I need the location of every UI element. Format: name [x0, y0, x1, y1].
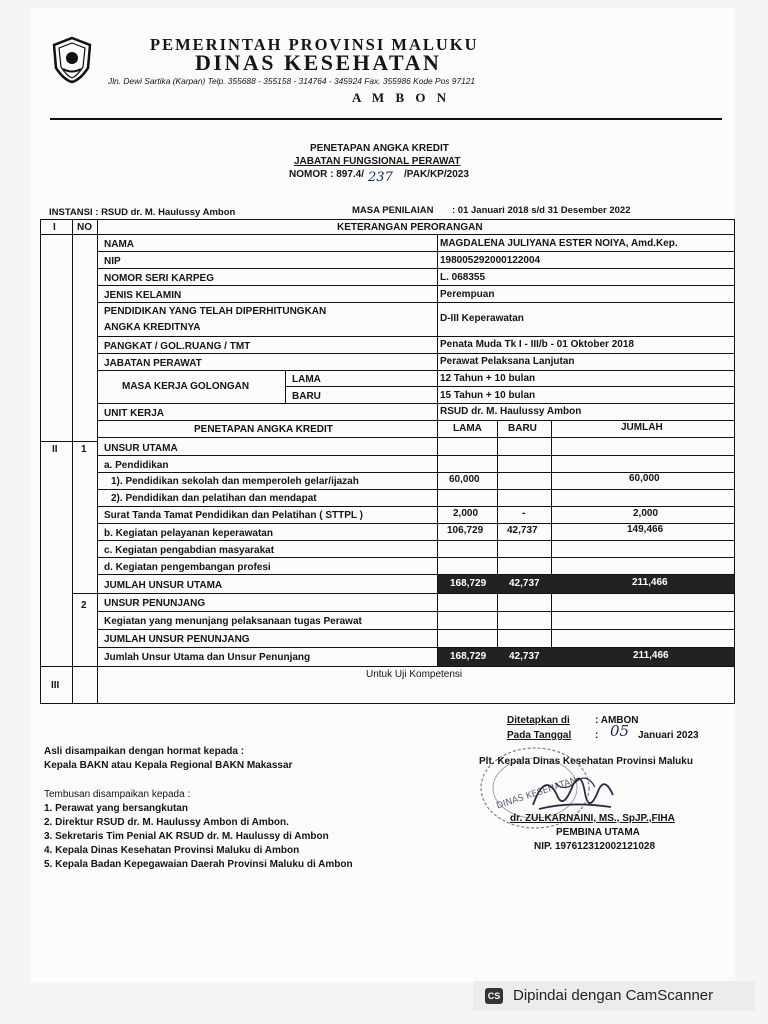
no-2: 2	[81, 600, 87, 611]
personal-value-nip: 198005292000122004	[440, 255, 541, 266]
pelayanan-baru: 42,737	[507, 525, 538, 536]
unit-kerja-label: UNIT KERJA	[104, 408, 165, 419]
pendidikan-label-line1: PENDIDIKAN YANG TELAH DIPERHITUNGKAN	[104, 306, 327, 317]
jabatan-label: JABATAN PERAWAT	[104, 358, 202, 369]
keterangan-header: KETERANGAN PERORANGAN	[337, 222, 483, 233]
header-city: A M B O N	[352, 90, 451, 105]
jumlah-utama-label: JUMLAH UNSUR UTAMA	[104, 580, 223, 591]
pendidikan-value: D-III Keperawatan	[440, 313, 524, 324]
pelayanan-lama: 106,729	[447, 525, 484, 536]
signatory-name: dr. ZULKARNAINI, MS., SpJP.,FIHA	[510, 813, 675, 824]
plt-kepala-dinas: Plt. Kepala Dinas Kesehatan Provinsi Maluku	[479, 756, 693, 767]
personal-value-nama: MAGDALENA JULIYANA ESTER NOIYA, Amd.Kep.	[440, 238, 678, 249]
pelayanan-label: b. Kegiatan pelayanan keperawatan	[104, 528, 273, 539]
pak-section-header: PENETAPAN ANGKA KREDIT	[194, 424, 333, 435]
col-lama-header: LAMA	[453, 423, 482, 434]
tembusan-item: 4. Kepala Dinas Kesehatan Provinsi Maluku di Ambon	[44, 845, 300, 856]
jumlah-utama-lama: 168,729	[450, 578, 487, 589]
header-line2: DINAS KESEHATAN	[195, 50, 442, 75]
jumlah-utama-baru: 42,737	[509, 578, 540, 589]
uji-kompetensi-note: Untuk Uji Kompetensi	[366, 669, 463, 680]
tanggal-rest: Januari 2023	[638, 730, 699, 741]
stamp-lettering: DINAS KESEHATAN	[495, 775, 579, 812]
jumlah-total-baru: 42,737	[509, 651, 540, 662]
personal-label-karpeg: NOMOR SERI KARPEG	[104, 273, 215, 284]
letterhead-rule	[50, 118, 722, 120]
asli-line2: Kepala BAKN atau Kepala Regional BAKN Makassar	[44, 760, 293, 771]
masa-kerja-baru-label: BARU	[292, 391, 321, 402]
personal-label-kelamin: JENIS KELAMIN	[104, 290, 182, 301]
pangkat-value: Penata Muda Tk I - III/b - 01 Oktober 2018	[440, 339, 634, 350]
tembusan-heading: Tembusan disampaikan kepada :	[44, 789, 191, 800]
signatory-nip: NIP. 197612312002121028	[534, 841, 656, 852]
tanggal-label: Pada Tanggal	[507, 730, 572, 741]
personal-value-kelamin: Perempuan	[440, 289, 495, 300]
provincial-emblem-icon	[50, 36, 94, 84]
roman-iii: III	[51, 680, 60, 691]
signatory-rank: PEMBINA UTAMA	[556, 827, 640, 838]
unsur-penunjang-label: UNSUR PENUNJANG	[104, 598, 206, 609]
tembusan-item: 1. Perawat yang bersangkutan	[44, 803, 188, 814]
tembusan-item: 5. Kepala Badan Kepegawaian Daerah Provinsi Maluku di Ambon	[44, 859, 353, 870]
header-line1: PEMERINTAH PROVINSI MALUKU	[150, 35, 479, 54]
masa-kerja-lama-label: LAMA	[292, 374, 321, 385]
unit-kerja-value: RSUD dr. M. Haulussy Ambon	[440, 406, 582, 417]
jabatan-value: Perawat Pelaksana Lanjutan	[440, 356, 575, 367]
asli-line1: Asli disampaikan dengan hormat kepada :	[44, 746, 245, 757]
pendidikan-sekolah-lama: 60,000	[449, 474, 480, 485]
tembusan-item: 2. Direktur RSUD dr. M. Haulussy Ambon di Ambon.	[44, 817, 289, 828]
personal-value-karpeg: L. 068355	[440, 272, 486, 283]
camscanner-watermark	[473, 981, 755, 1011]
jumlah-total-jumlah: 211,466	[633, 650, 669, 661]
masa-penilaian-value: : 01 Januari 2018 s/d 31 Desember 2022	[452, 205, 631, 216]
roman-ii: II	[52, 444, 58, 455]
col-no-header: NO	[77, 222, 92, 233]
nomor-prefix: NOMOR : 897.4/	[289, 169, 365, 180]
title-line1: PENETAPAN ANGKA KREDIT	[310, 143, 449, 154]
nomor-handwritten: 237	[368, 170, 393, 185]
title-nomor	[289, 169, 469, 185]
masa-kerja-lama-value: 12 Tahun + 10 bulan	[440, 373, 536, 384]
pengabdian-label: c. Kegiatan pengabdian masyarakat	[104, 545, 275, 556]
masa-kerja-baru-value: 15 Tahun + 10 bulan	[440, 390, 536, 401]
ditetapkan-label: Ditetapkan di	[507, 715, 570, 726]
col-jumlah-header: JUMLAH	[621, 422, 663, 433]
sttpl-lama: 2,000	[453, 508, 479, 519]
pendidikan-sekolah-jumlah: 60,000	[629, 473, 660, 484]
sttpl-baru: -	[522, 508, 526, 519]
camscanner-text: Dipindai dengan CamScanner	[513, 987, 714, 1004]
title-line2: JABATAN FUNGSIONAL PERAWAT	[294, 156, 461, 167]
nomor-suffix: /PAK/KP/2023	[404, 169, 469, 180]
jumlah-total-label: Jumlah Unsur Utama dan Unsur Penunjang	[104, 652, 311, 663]
jumlah-penunjang-label: JUMLAH UNSUR PENUNJANG	[104, 634, 250, 645]
pengembangan-label: d. Kegiatan pengembangan profesi	[104, 562, 271, 573]
pendidikan-a-label: a. Pendidikan	[104, 460, 169, 471]
jumlah-total-lama: 168,729	[450, 651, 487, 662]
tanggal-colon: :	[595, 730, 599, 741]
pendidikan-pelatihan-label: 2). Pendidikan dan pelatihan dan mendapat	[111, 493, 317, 504]
tembusan-item: 3. Sekretaris Tim Penial AK RSUD dr. M. Haulussy di Ambon	[44, 831, 329, 842]
instansi-label: INSTANSI : RSUD dr. M. Haulussy Ambon	[49, 207, 236, 218]
pendidikan-sekolah-label: 1). Pendidikan sekolah dan memperoleh gelar/ijazah	[111, 476, 359, 487]
masa-kerja-label: MASA KERJA GOLONGAN	[122, 381, 250, 392]
col-roman-header: I	[53, 222, 56, 233]
masa-penilaian-label: MASA PENILAIAN	[352, 205, 434, 216]
sttpl-label: Surat Tanda Tamat Pendidikan dan Pelatihan ( STTPL )	[104, 510, 363, 521]
tanggal-handwritten: 05	[610, 722, 630, 740]
no-1: 1	[81, 444, 87, 455]
personal-label-nama: NAMA	[104, 239, 134, 250]
kegiatan-penunjang-label: Kegiatan yang menunjang pelaksanaan tugas Perawat	[104, 616, 362, 627]
pangkat-label: PANGKAT / GOL.RUANG / TMT	[104, 341, 251, 352]
ditetapkan-value: : AMBON	[595, 715, 639, 726]
header-address: Jln. Dewi Sartika (Karpan) Telp. 355688 - 355158 - 314764 - 345924 Fax. 355986 Kode Pos 97121	[108, 76, 476, 86]
unsur-utama-label: UNSUR UTAMA	[104, 443, 178, 454]
personal-label-nip: NIP	[104, 256, 121, 267]
col-baru-header: BARU	[508, 423, 537, 434]
pendidikan-label-line2: ANGKA KREDITNYA	[104, 322, 201, 333]
camscanner-logo-icon: CS	[485, 988, 503, 1004]
sttpl-jumlah: 2,000	[633, 508, 659, 519]
pelayanan-jumlah: 149,466	[627, 524, 664, 535]
jumlah-utama-jumlah: 211,466	[632, 577, 668, 588]
